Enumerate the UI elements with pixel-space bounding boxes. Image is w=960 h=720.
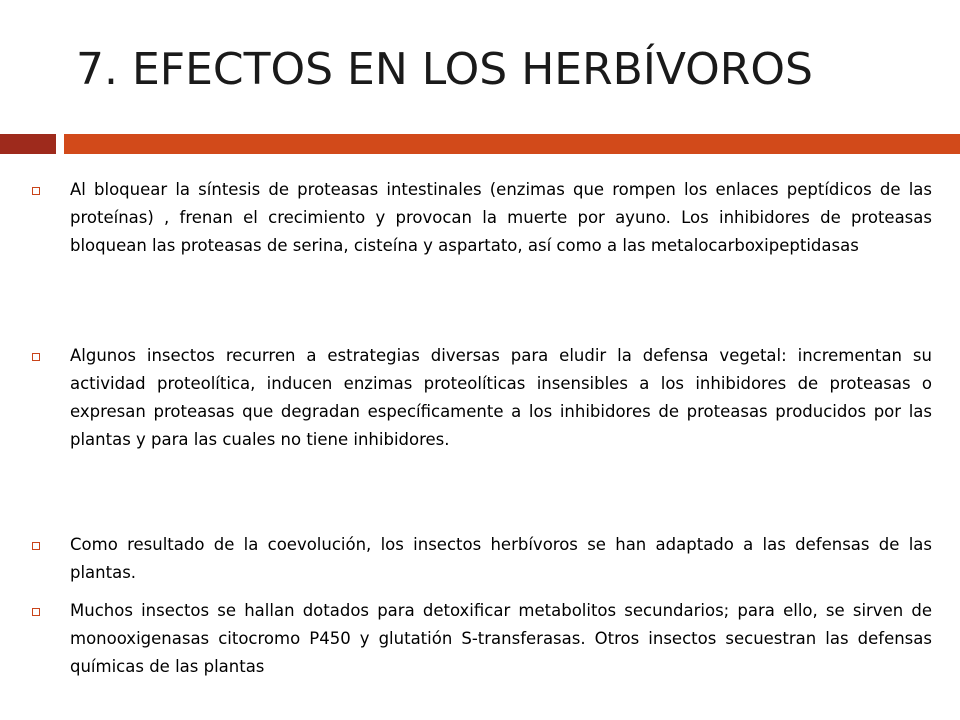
hollow-square-bullet-icon <box>32 608 40 616</box>
hollow-square-bullet-icon <box>32 187 40 195</box>
bullet-text: Al bloquear la síntesis de proteasas intestinales (enzimas que rompen los enlaces peptídicos de las proteínas) , frenan el crecimiento y provocan la muerte por ayuno. Los inhibidores de proteasas bloquean las proteasas de serina, cisteína y aspartato, así como a las metalocarboxipeptidasas <box>70 180 932 255</box>
title-accent-bar-right <box>64 134 960 154</box>
bullet-text: Algunos insectos recurren a estrategias diversas para eludir la defensa vegetal: incrementan su actividad proteolítica, inducen enzimas proteolíticas insensibles a los inhibidores de proteasas o expresan proteasas que degradan específicamente a los inhibidores de proteasas producidos por las plantas y para las cuales no tiene inhibidores. <box>70 346 932 449</box>
bullet-item-detoxification <box>32 597 932 681</box>
bullet-item-coevolution <box>32 531 932 587</box>
slide-title: 7. EFECTOS EN LOS HERBÍVOROS <box>76 44 813 95</box>
bullet-item-protease-inhibition <box>32 176 932 260</box>
bullet-text: Muchos insectos se hallan dotados para detoxificar metabolitos secundarios; para ello, se sirven de monooxigenasas citocromo P450 y glutatión S-transferasas. Otros insectos secuestran las defensas químicas de las plantas <box>70 601 932 676</box>
title-accent-bar-left <box>0 134 56 154</box>
bullet-item-insect-strategies <box>32 342 932 454</box>
bullet-text: Como resultado de la coevolución, los insectos herbívoros se han adaptado a las defensas de las plantas. <box>70 535 932 582</box>
hollow-square-bullet-icon <box>32 542 40 550</box>
hollow-square-bullet-icon <box>32 353 40 361</box>
